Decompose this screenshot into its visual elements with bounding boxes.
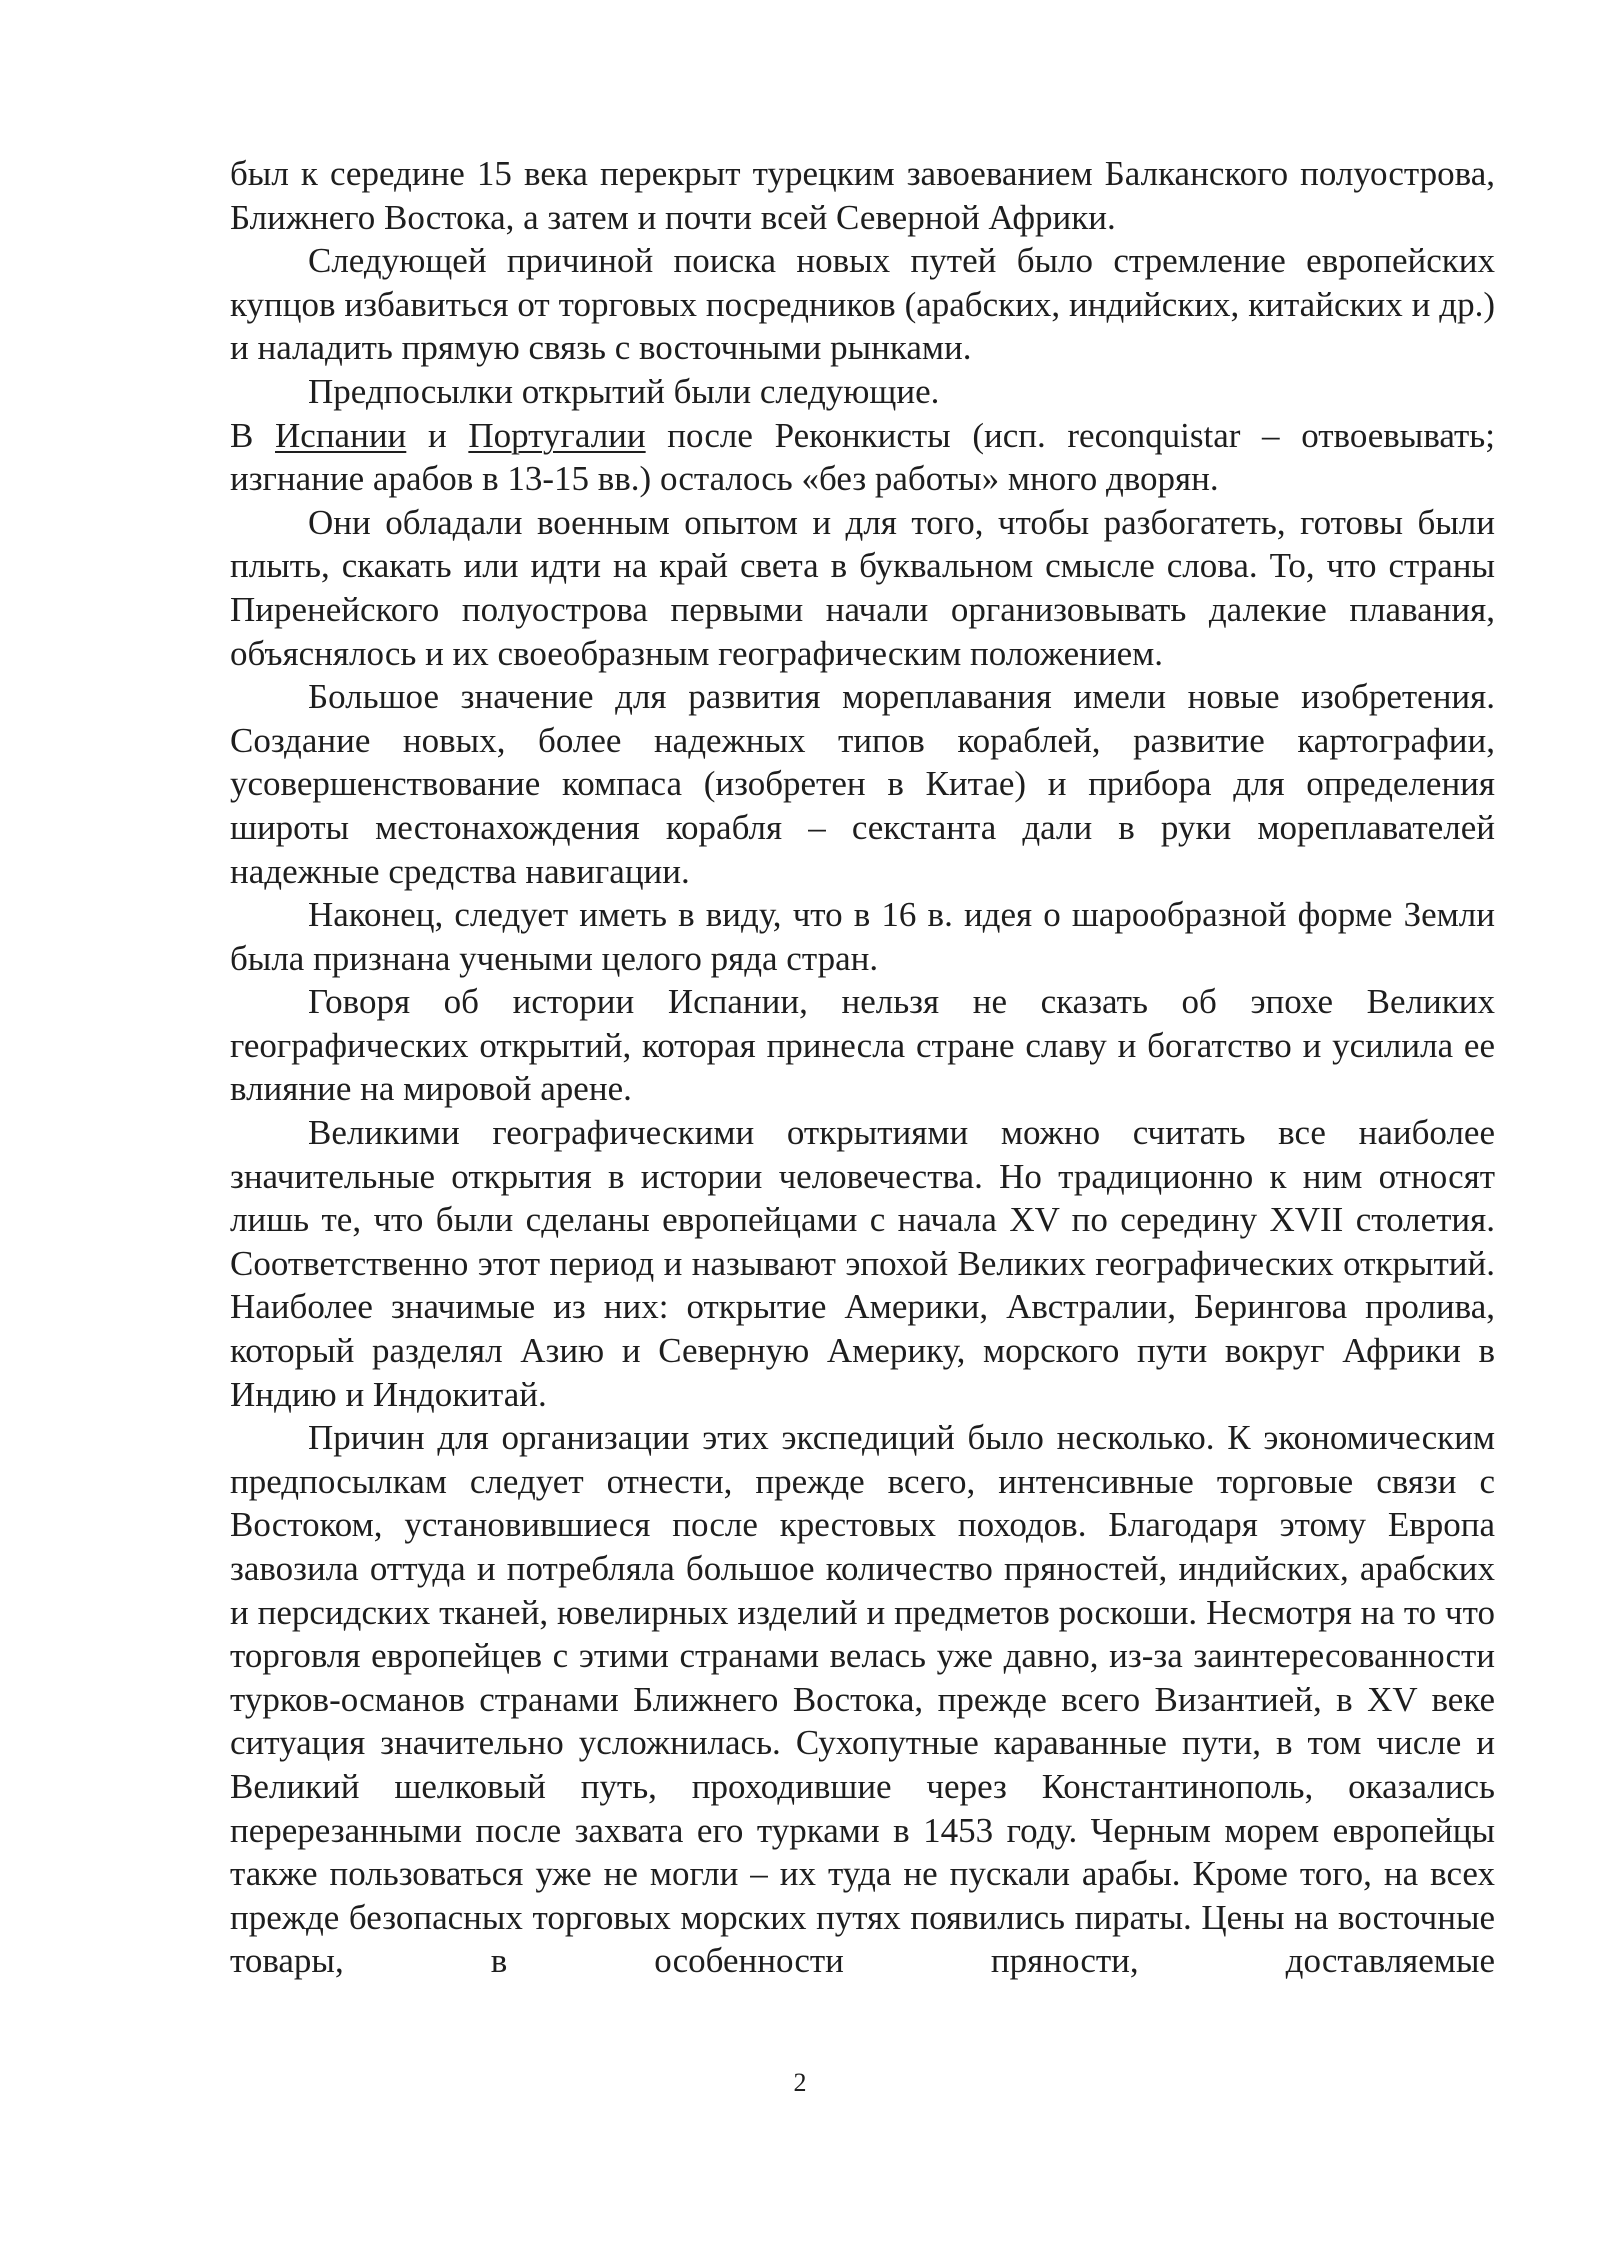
paragraph-preconditions-heading: Предпосылки открытий были следующие. bbox=[308, 371, 940, 411]
reconquista-conjunction: и bbox=[406, 415, 469, 455]
link-portugal[interactable]: Португалии bbox=[468, 415, 646, 455]
paragraph-reasons: Причин для организации этих экспедиций было несколько. К экономическим предпосылкам следует отнести, прежде всего, интенсивные торговые связи с Востоком, установившиеся после крестовых походов. Благодаря этому Европа завозила оттуда и потребляла большое количество пряностей, индийских, арабских и персидских тканей, ювелирных изделий и предметов роскоши. Несмотря на то что торговля европейцев с этими странами велась уже давно, из-за заинтересованности турков-османов странами Ближнего Востока, прежде всего Византией, в XV веке ситуация значительно усложнилась. Сухопутные караванные пути, в том числе и Великий шелковый путь, проходившие через Константинополь, оказались перерезанными после захвата его турками в 1453 году. Черным морем европейцы также пользоваться уже не могли – их туда не пускали арабы. Кроме того, на всех прежде безопасных торговых морских путях появились пираты. Цены на восточные товары, в особенности пряности, доставляемые bbox=[230, 1418, 1495, 1981]
link-spain[interactable]: Испании bbox=[275, 415, 407, 455]
page-number: 2 bbox=[793, 2068, 807, 2097]
paragraph-great-discoveries: Великими географическими открытиями можно считать все наиболее значительные открытия в истории человечества. Но традиционно к ним относят лишь те, что были сделаны европейцами с начала XV по середину XVII столетия. Соответственно этот период и называют эпохой Великих географических открытий. Наиболее значимые из них: открытие Америки, Австралии, Берингова пролива, который разделял Азию и Северную Америку, морского пути вокруг Африки в Индию и Индокитай. bbox=[230, 1113, 1495, 1414]
paragraph-continuation: был к середине 15 века перекрыт турецким завоеванием Балканского полуострова, Ближнего Востока, а затем и почти всей Северной Африки. bbox=[230, 154, 1495, 237]
document-page bbox=[230, 152, 1495, 1983]
paragraph-merchants: Следующей причиной поиска новых путей было стремление европейских купцов избавиться от торговых посредников (арабских, индийских, китайских и др.) и наладить прямую связь с восточными рынками. bbox=[230, 241, 1495, 368]
reconquista-suffix: после Реконкисты (исп. reconquistar – отвоевывать; изгнание арабов в 13-15 вв.) осталось «без работы» много дворян. bbox=[230, 415, 1495, 499]
paragraph-military-experience: Они обладали военным опытом и для того, чтобы разбогатеть, готовы были плыть, скакать или идти на край света в буквальном смысле слова. То, что страны Пиренейского полуострова первыми начали организовывать далекие плавания, объяснялось и их своеобразным географическим положением. bbox=[230, 502, 1495, 673]
paragraph-spain-history: Говоря об истории Испании, нельзя не сказать об эпохе Великих географических открытий, которая принесла стране славу и богатство и усилила ее влияние на мировой арене. bbox=[230, 982, 1495, 1109]
paragraph-inventions: Большое значение для развития мореплавания имели новые изобретения. Создание новых, более надежных типов кораблей, развитие картографии, усовершенствование компаса (изобретен в Китае) и прибора для определения широты местонахождения корабля – секстанта дали в руки мореплавателей надежные средства навигации. bbox=[230, 677, 1495, 891]
paragraph-spherical-earth: Наконец, следует иметь в виду, что в 16 в. идея о шарообразной форме Земли была признана учеными целого ряда стран. bbox=[230, 895, 1495, 978]
paragraph-reconquista bbox=[230, 414, 1495, 501]
reconquista-prefix: В bbox=[230, 415, 276, 455]
